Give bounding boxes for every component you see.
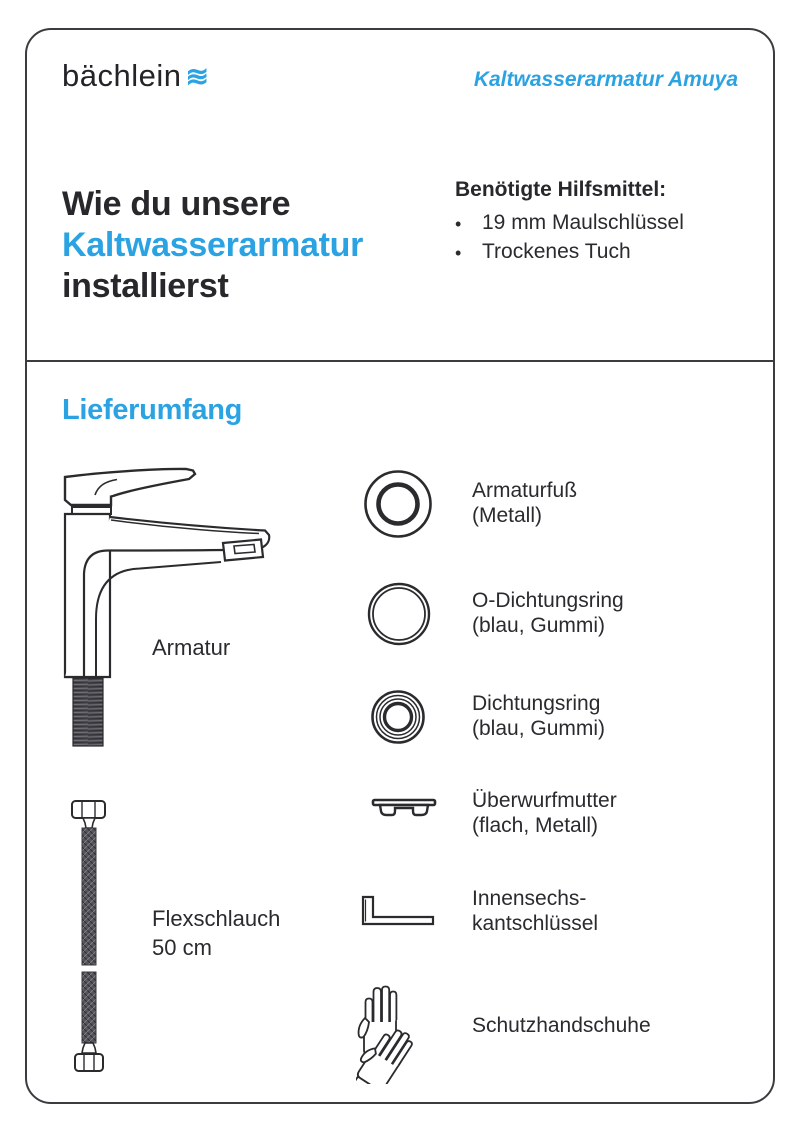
section-divider	[25, 360, 775, 362]
part-detail: kantschlüssel	[472, 912, 599, 935]
part-detail: (flach, Metall)	[472, 814, 599, 837]
part-name: Innensechs-	[472, 887, 587, 910]
allen-key-icon	[361, 895, 435, 927]
part-detail: (Metall)	[472, 504, 543, 527]
part-label	[472, 886, 598, 936]
flex-hose-illustration	[60, 795, 130, 1085]
part-detail: (blau, Gummi)	[472, 717, 606, 740]
part-name: Überwurfmutter	[472, 789, 617, 812]
seal-ring-icon	[370, 689, 426, 745]
metal-base-ring-icon	[356, 462, 440, 546]
required-tools	[455, 178, 745, 267]
bullet-dot: •	[455, 243, 462, 263]
part-detail: (blau, Gummi)	[472, 614, 606, 637]
part-name: O-Dichtungsring	[472, 589, 624, 612]
brand-logo	[62, 58, 209, 94]
hose-label-line2: 50 cm	[152, 935, 212, 960]
gloves-icon	[356, 982, 438, 1084]
product-title: Kaltwasserarmatur Amuya	[473, 68, 738, 91]
faucet-label: Armatur	[152, 635, 231, 660]
part-label	[472, 588, 624, 638]
tool-item-label: 19 mm Maulschlüssel	[482, 211, 684, 234]
o-ring-icon	[361, 576, 437, 652]
part-label	[472, 1013, 651, 1038]
faucet-illustration	[58, 462, 288, 757]
part-label	[472, 691, 605, 741]
flat-nut-icon	[371, 797, 437, 821]
page-title-line3: installierst	[62, 267, 229, 305]
part-label	[472, 478, 577, 528]
tool-item-label: Trockenes Tuch	[482, 240, 631, 263]
page-title-line2: Kaltwasserarmatur	[62, 226, 364, 264]
tool-item	[455, 209, 745, 238]
hose-label-line1: Flexschlauch	[152, 906, 281, 931]
hose-label	[152, 904, 280, 962]
page-title-line1: Wie du unsere	[62, 185, 291, 223]
part-label	[472, 788, 617, 838]
tool-item	[455, 238, 745, 267]
bullet-dot: •	[455, 214, 462, 234]
part-name: Armaturfuß	[472, 479, 578, 502]
brand-logo-text: bächlein	[62, 58, 182, 93]
page-title	[62, 184, 363, 307]
brand-wave-icon: ≋	[185, 61, 210, 92]
section-heading: Lieferumfang	[62, 394, 243, 426]
tools-heading: Benötigte Hilfsmittel:	[455, 178, 667, 201]
part-name: Schutzhandschuhe	[472, 1014, 651, 1037]
part-name: Dichtungsring	[472, 692, 601, 715]
